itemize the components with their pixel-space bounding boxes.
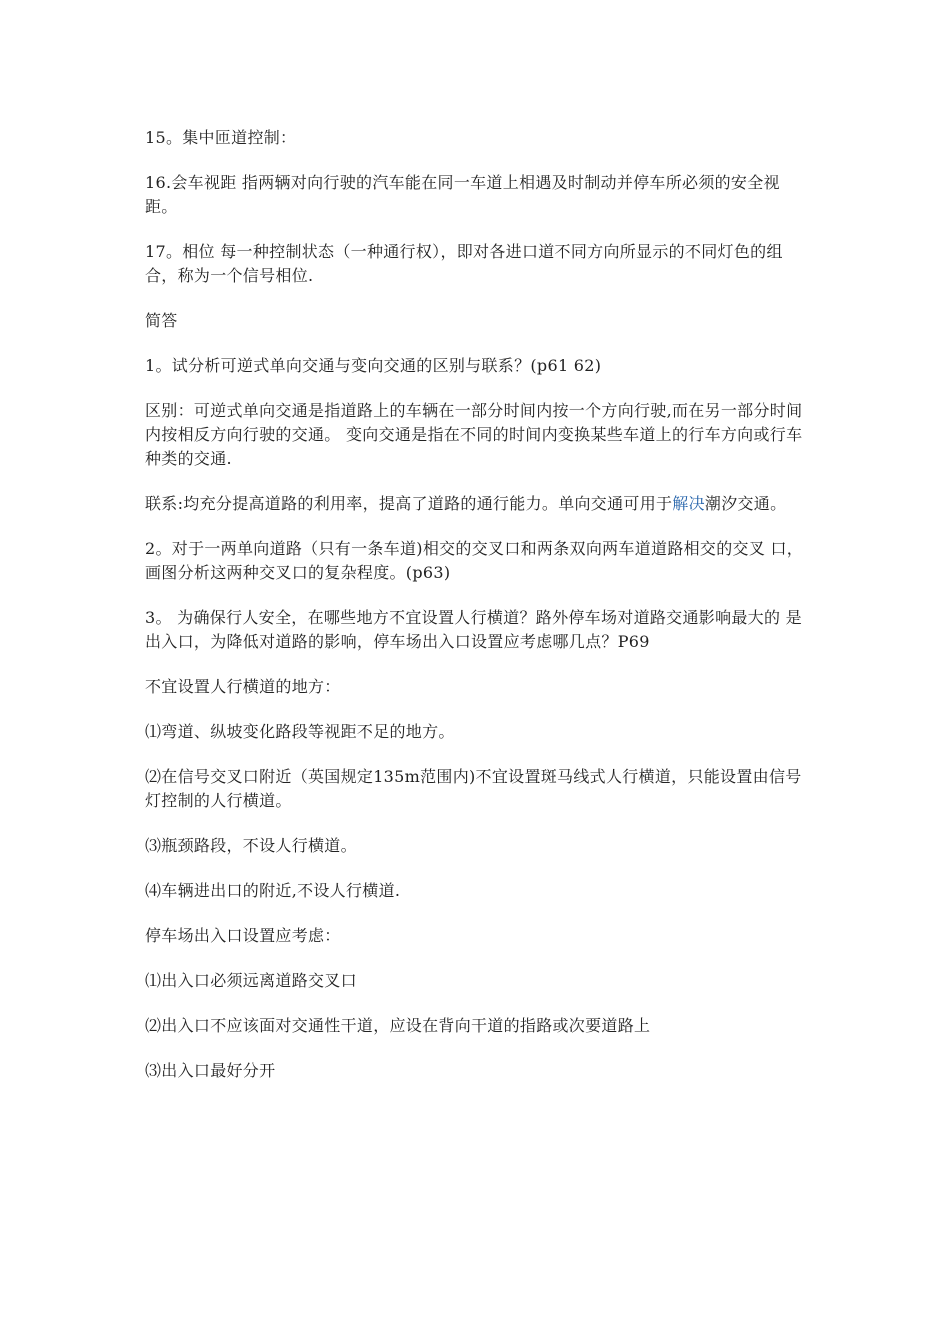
link-jiejue[interactable]: 解决 (672, 494, 705, 513)
question-1: 1。试分析可逆式单向交通与变向交通的区别与联系？(p61 62) (145, 356, 602, 375)
section-heading-short-answer: 简答 (145, 311, 178, 330)
document-body (145, 126, 805, 1104)
parking-item-1: ⑴出入口必须远离道路交叉口 (145, 971, 357, 990)
paragraph-ramp-control: 15。集中匝道控制： (145, 128, 297, 147)
paragraph-meeting-sight-distance: 16.会车视距 指两辆对向行驶的汽车能在同一车道上相遇及时制动并停车所必须的安全视距。 (145, 173, 780, 216)
answer-1-relation (145, 492, 805, 516)
answer-1-relation-text: 联系:均充分提高道路的利用率，提高了道路的通行能力。单向交通可用于 (145, 494, 673, 513)
answer-1-difference: 区别：可逆式单向交通是指道路上的车辆在一部分时间内按一个方向行驶,而在另一部分时间内按相反方向行驶的交通。 变向交通是指在不同的时间内变换某些车道上的行车方向或行车种类的交通. (145, 401, 803, 468)
question-2: 2。对于一两单向道路（只有一条车道)相交的交叉口和两条双向两车道道路相交的交叉 口，画图分析这两种交叉口的复杂程度。(p63) (145, 539, 804, 582)
parking-heading: 停车场出入口设置应考虑： (145, 926, 341, 945)
answer-1-relation-tail: 潮汐交通。 (704, 494, 787, 513)
crosswalk-heading: 不宜设置人行横道的地方： (145, 677, 341, 696)
paragraph-signal-phase: 17。相位 每一种控制状态（一种通行权），即对各进口道不同方向所显示的不同灯色的组合，称为一个信号相位. (145, 242, 783, 285)
question-3: 3。 为确保行人安全，在哪些地方不宜设置人行横道？路外停车场对道路交通影响最大的 是出入口，为降低对道路的影响，停车场出入口设置应考虑哪几点？P69 (145, 608, 802, 651)
parking-item-3: ⑶出入口最好分开 (145, 1061, 276, 1080)
crosswalk-item-1: ⑴弯道、纵坡变化路段等视距不足的地方。 (145, 722, 455, 741)
crosswalk-item-2: ⑵在信号交叉口附近（英国规定135m范围内)不宜设置斑马线式人行横道，只能设置由信号灯控制的人行横道。 (145, 767, 802, 810)
crosswalk-item-3: ⑶瓶颈路段，不设人行横道。 (145, 836, 357, 855)
parking-item-2: ⑵出入口不应该面对交通性干道，应设在背向干道的指路或次要道路上 (145, 1016, 651, 1035)
crosswalk-item-4: ⑷车辆进出口的附近,不设人行横道. (145, 881, 401, 900)
